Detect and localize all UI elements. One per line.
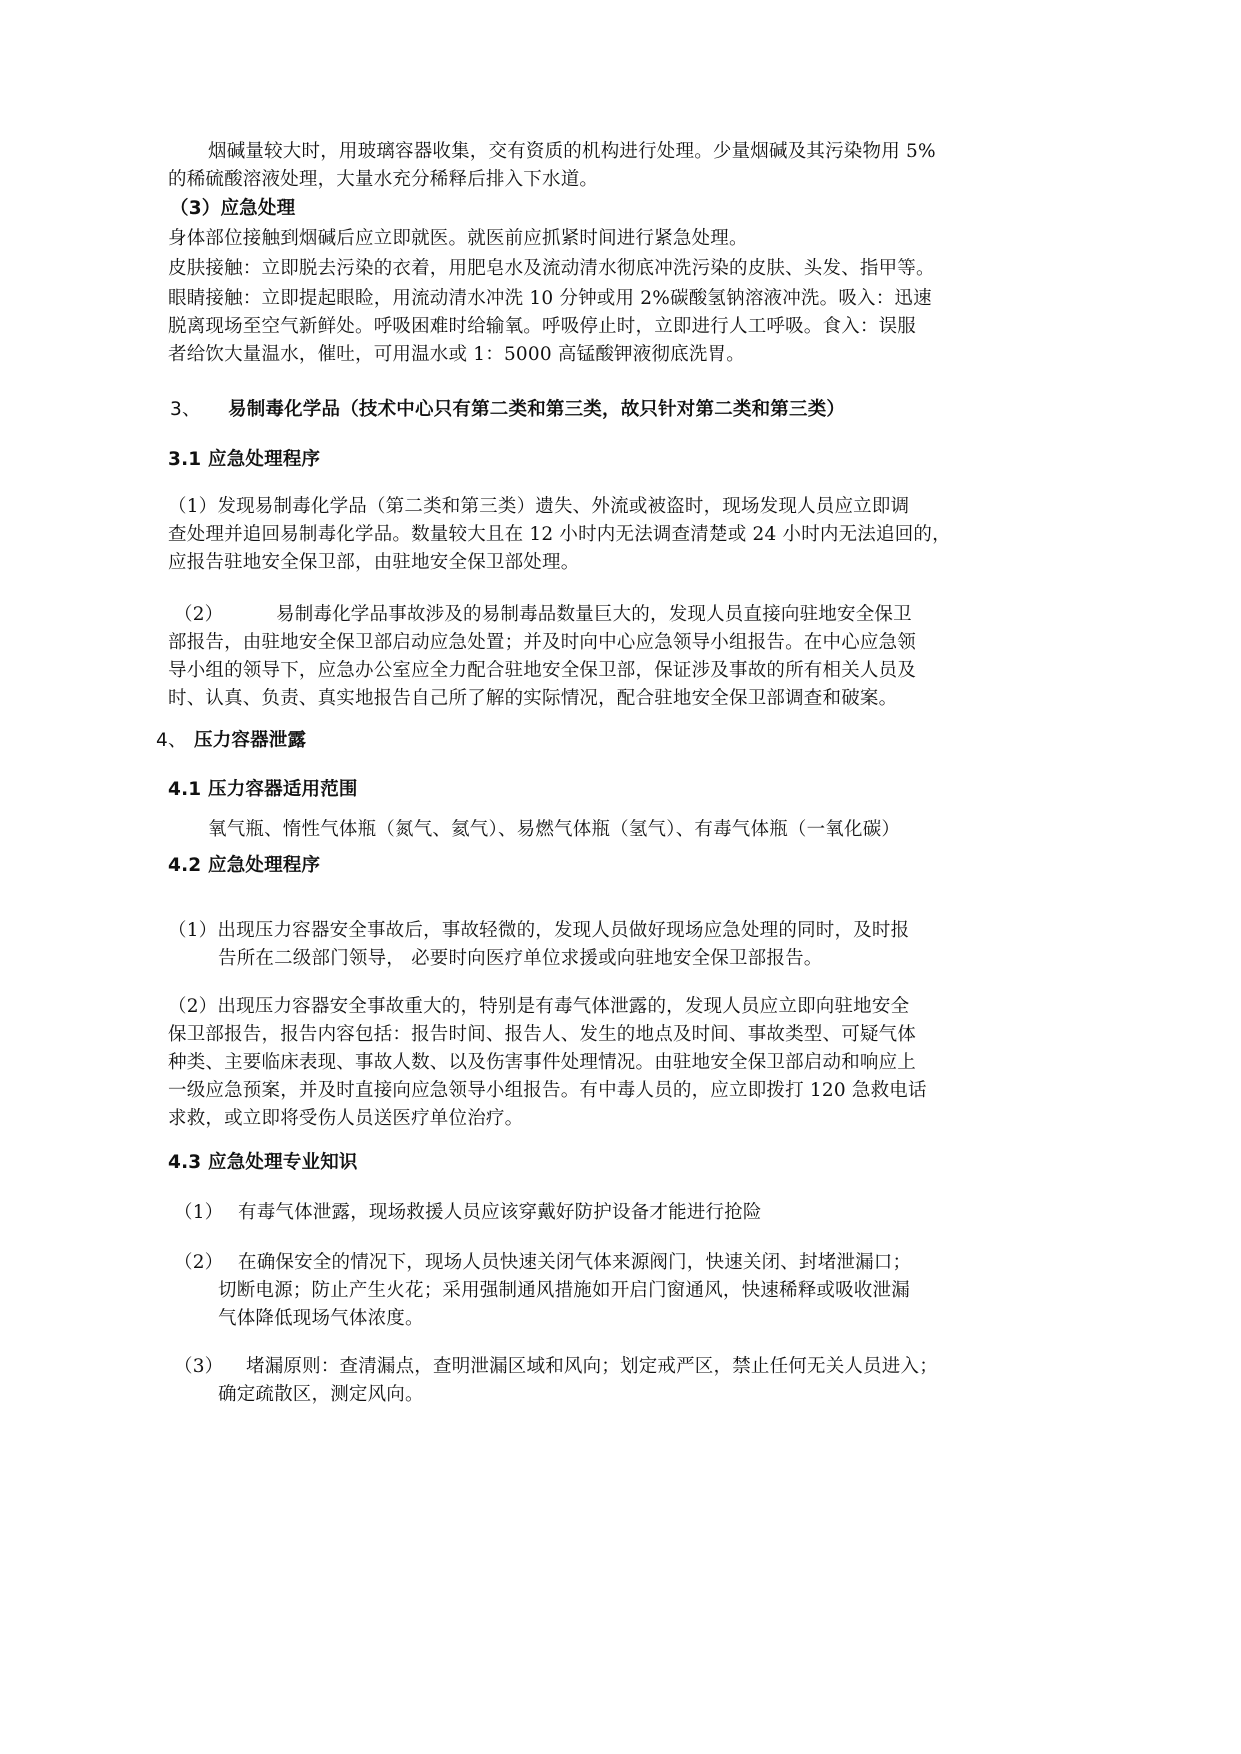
section-heading: 压力容器泄露 [194,730,307,751]
paragraph-line: 在确保安全的情况下，现场人员快速关闭气体来源阀门，快速关闭、封堵泄漏口； [238,1252,912,1273]
paragraph-line: （1）出现压力容器安全事故后，事故轻微的，发现人员做好现场应急处理的同时，及时报 [168,920,910,941]
paragraph-line: 堵漏原则：查清漏点，查明泄漏区域和风向；划定戒严区，禁止任何无关人员进入； [246,1356,938,1377]
paragraph-line: 种类、主要临床表现、事故人数、以及伤害事件处理情况。由驻地安全保卫部启动和响应上 [168,1052,917,1073]
paragraph-line: （1）发现易制毒化学品（第二类和第三类）遗失、外流或被盗时，现场发现人员应立即调 [168,496,910,517]
paragraph-line: 保卫部报告，报告内容包括：报告时间、报告人、发生的地点及时间、事故类型、可疑气体 [168,1024,917,1045]
section-number: 3、 [170,399,201,420]
paragraph-line: 应报告驻地安全保卫部，由驻地安全保卫部处理。 [168,552,580,573]
paragraph-line: 切断电源；防止产生火花；采用强制通风措施如开启门窗通风，快速稀释或吸收泄漏 [218,1280,910,1301]
subsection-heading: 3.1 应急处理程序 [168,449,321,470]
list-number: （2） [174,1252,224,1273]
paragraph-line: 求救，或立即将受伤人员送医疗单位治疗。 [168,1108,524,1129]
section-heading: 易制毒化学品（技术中心只有第二类和第三类，故只针对第二类和第三类） [228,399,846,420]
section-number: 4、 [156,730,187,751]
list-number: （2） [174,604,224,625]
paragraph-line: 皮肤接触：立即脱去污染的衣着，用肥皂水及流动清水彻底冲洗污染的皮肤、头发、指甲等。 [168,258,935,279]
paragraph-line: 的稀硫酸溶液处理，大量水充分稀释后排入下水道。 [168,169,599,190]
paragraph-line: （2）出现压力容器安全事故重大的，特别是有毒气体泄露的，发现人员应立即向驻地安全 [168,996,910,1017]
paragraph-line: 者给饮大量温水，催吐，可用温水或 1：5000 高锰酸钾液彻底洗胃。 [168,344,745,365]
paragraph-line: 易制毒化学品事故涉及的易制毒品数量巨大的，发现人员直接向驻地安全保卫 [276,604,912,625]
subsection-heading: 4.3 应急处理专业知识 [168,1152,358,1173]
paragraph-line: 确定疏散区，测定风向。 [218,1384,424,1405]
paragraph-line: 气体降低现场气体浓度。 [218,1308,424,1329]
paragraph-line: 烟碱量较大时，用玻璃容器收集，交有资质的机构进行处理。少量烟碱及其污染物用 5% [208,141,936,162]
list-number: （1） [174,1202,224,1223]
paragraph-line: 脱离现场至空气新鲜处。呼吸困难时给输氧。呼吸停止时，立即进行人工呼吸。食入：误服 [168,316,917,337]
paragraph-line: 查处理并追回易制毒化学品。数量较大且在 12 小时内无法调查清楚或 24 小时内无法追回的， [168,524,951,545]
paragraph-line: 告所在二级部门领导， 必要时向医疗单位求援或向驻地安全保卫部报告。 [218,948,823,969]
paragraph-line: 身体部位接触到烟碱后应立即就医。就医前应抓紧时间进行紧急处理。 [168,228,748,249]
paragraph-line: 一级应急预案，并及时直接向应急领导小组报告。有中毒人员的，应立即拨打 120 急救电话 [168,1080,927,1101]
subsection-heading: 4.1 压力容器适用范围 [168,779,358,800]
paragraph-line: 部报告，由驻地安全保卫部启动应急处置；并及时向中心应急领导小组报告。在中心应急领 [168,632,917,653]
list-number: （3） [174,1356,224,1377]
paragraph-line: 氧气瓶、惰性气体瓶（氮气、氦气）、易燃气体瓶（氢气）、有毒气体瓶（一氧化碳） [208,819,901,840]
section-heading: （3）应急处理 [170,198,296,219]
paragraph-line: 时、认真、负责、真实地报告自己所了解的实际情况，配合驻地安全保卫部调查和破案。 [168,688,898,709]
paragraph-line: 眼睛接触：立即提起眼睑，用流动清水冲洗 10 分钟或用 2%碳酸氢钠溶液冲洗。吸入：迅速 [168,288,932,309]
paragraph-line: 导小组的领导下，应急办公室应全力配合驻地安全保卫部，保证涉及事故的所有相关人员及 [168,660,917,681]
subsection-heading: 4.2 应急处理程序 [168,855,321,876]
paragraph-line: 有毒气体泄露，现场救援人员应该穿戴好防护设备才能进行抢险 [238,1202,762,1223]
